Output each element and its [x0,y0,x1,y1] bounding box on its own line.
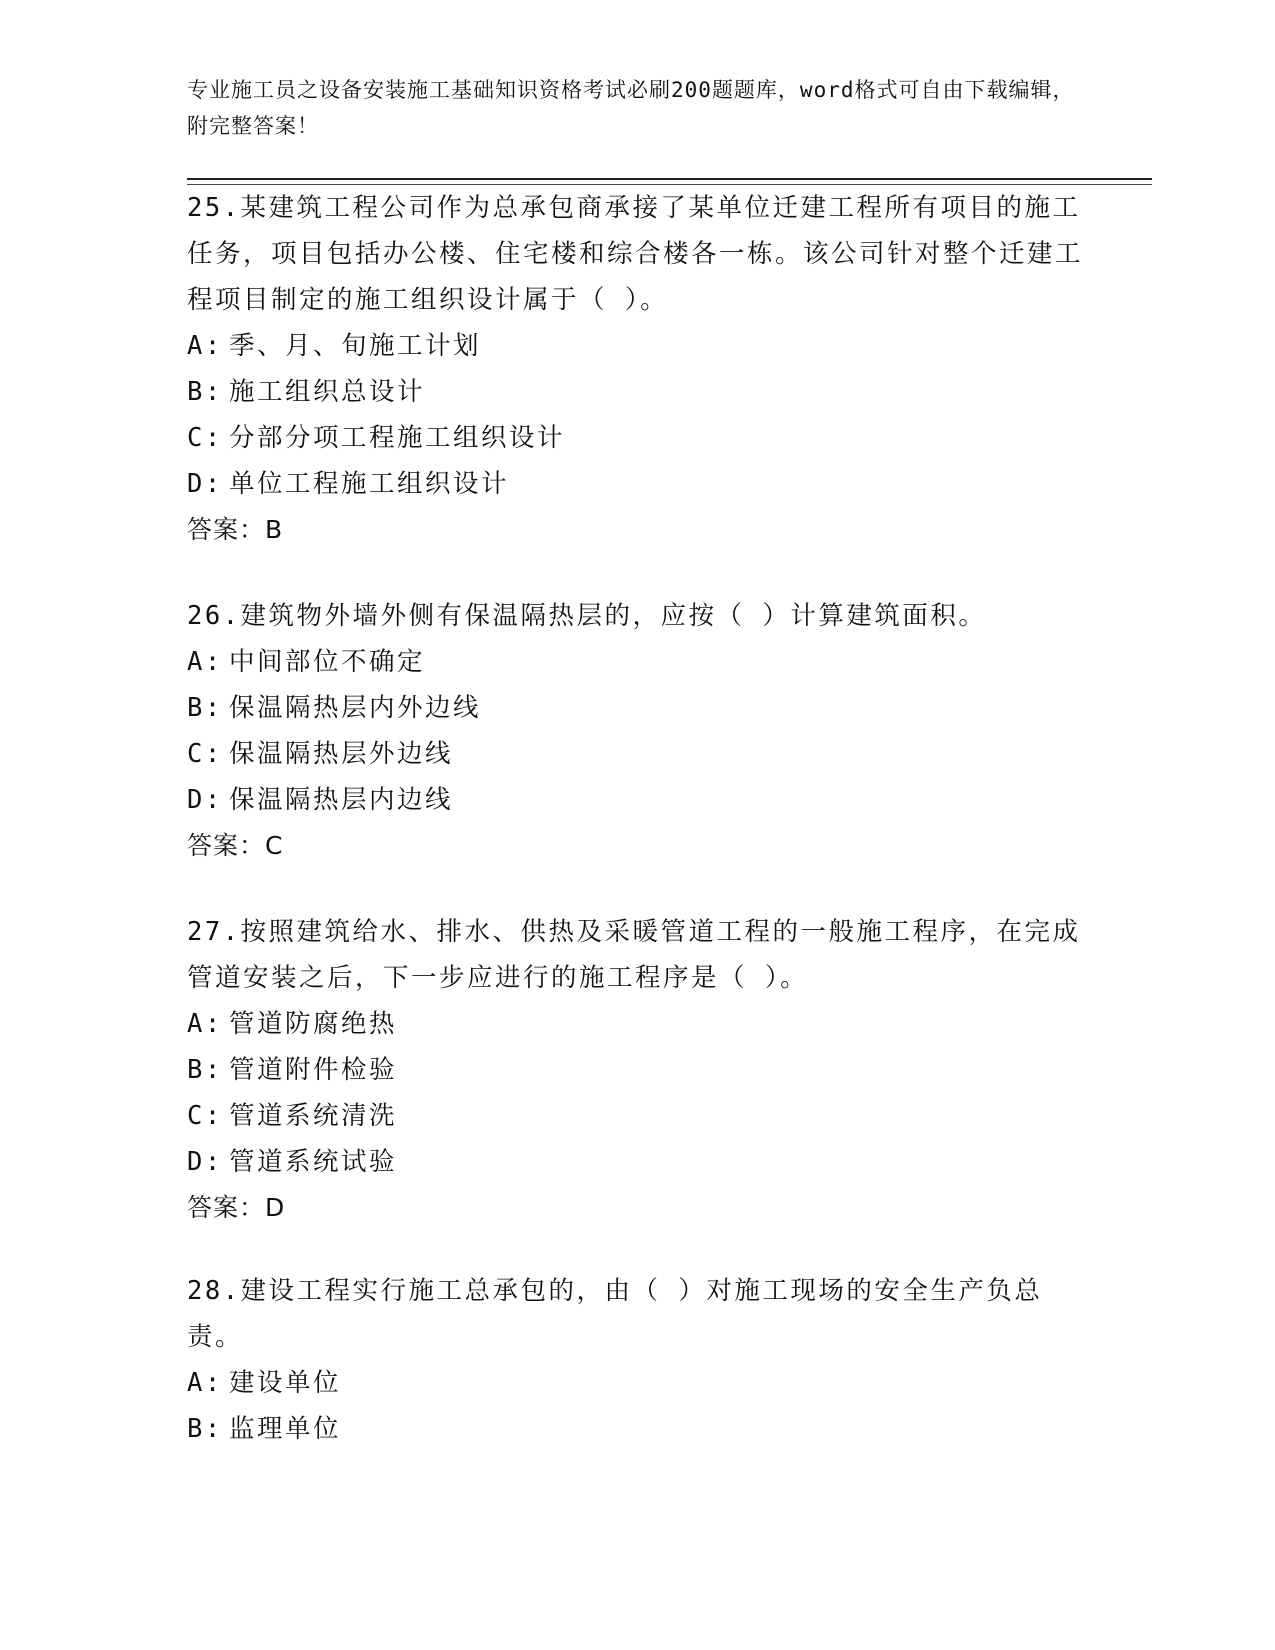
option-c [187,1093,1087,1139]
option-text: 管道防腐绝热 [229,1009,398,1039]
option-text: 建设单位 [229,1368,342,1398]
option-a [187,1360,1087,1406]
header-rule-thick [187,178,1152,180]
answer-line: 答案：C [187,831,284,860]
option-key: A: [187,1368,223,1398]
option-key: A: [187,1009,223,1039]
answer-line: 答案：D [187,1193,286,1222]
option-text: 单位工程施工组织设计 [229,469,510,499]
document-header: 专业施工员之设备安装施工基础知识资格考试必刷200题题库，word格式可自由下载编辑，附完整答案！ [187,78,1075,138]
option-b [187,1406,1087,1452]
option-c [187,415,1087,461]
question-stem: 28.建设工程实行施工总承包的，由（ ）对施工现场的安全生产负总责。 [187,1276,1043,1352]
option-b [187,1047,1087,1093]
question-27 [187,909,1087,1231]
option-key: A: [187,647,223,677]
option-key: D: [187,1147,223,1177]
option-key: C: [187,1101,223,1131]
option-key: B: [187,693,223,723]
option-text: 中间部位不确定 [229,647,426,677]
option-key: D: [187,469,223,499]
option-text: 分部分项工程施工组织设计 [229,423,566,453]
option-a [187,1001,1087,1047]
question-stem: 27.按照建筑给水、排水、供热及采暖管道工程的一般施工程序，在完成管道安装之后，下一步应进行的施工程序是（ ）。 [187,917,1081,993]
question-26 [187,593,1087,869]
option-d [187,777,1087,823]
option-key: C: [187,423,223,453]
option-text: 管道系统试验 [229,1147,398,1177]
answer-line: 答案：B [187,515,284,544]
option-text: 管道系统清洗 [229,1101,398,1131]
question-28 [187,1268,1087,1452]
option-key: C: [187,739,223,769]
question-stem: 25.某建筑工程公司作为总承包商承接了某单位迁建工程所有项目的施工任务，项目包括办公楼、住宅楼和综合楼各一栋。该公司针对整个迁建工程项目制定的施工组织设计属于（ ）。 [187,193,1084,315]
option-a [187,639,1087,685]
option-text: 管道附件检验 [229,1055,398,1085]
option-b [187,685,1087,731]
option-key: D: [187,785,223,815]
option-text: 监理单位 [229,1414,342,1444]
option-c [187,731,1087,777]
option-text: 施工组织总设计 [229,377,426,407]
option-key: B: [187,377,223,407]
option-text: 保温隔热层内外边线 [229,693,482,723]
option-a [187,323,1087,369]
question-stem: 26.建筑物外墙外侧有保温隔热层的，应按（ ）计算建筑面积。 [187,601,987,631]
option-d [187,1139,1087,1185]
option-key: A: [187,331,223,361]
option-key: B: [187,1414,223,1444]
question-25 [187,185,1087,553]
option-text: 保温隔热层内边线 [229,785,454,815]
option-b [187,369,1087,415]
option-text: 季、月、旬施工计划 [229,331,482,361]
option-text: 保温隔热层外边线 [229,739,454,769]
option-d [187,461,1087,507]
option-key: B: [187,1055,223,1085]
